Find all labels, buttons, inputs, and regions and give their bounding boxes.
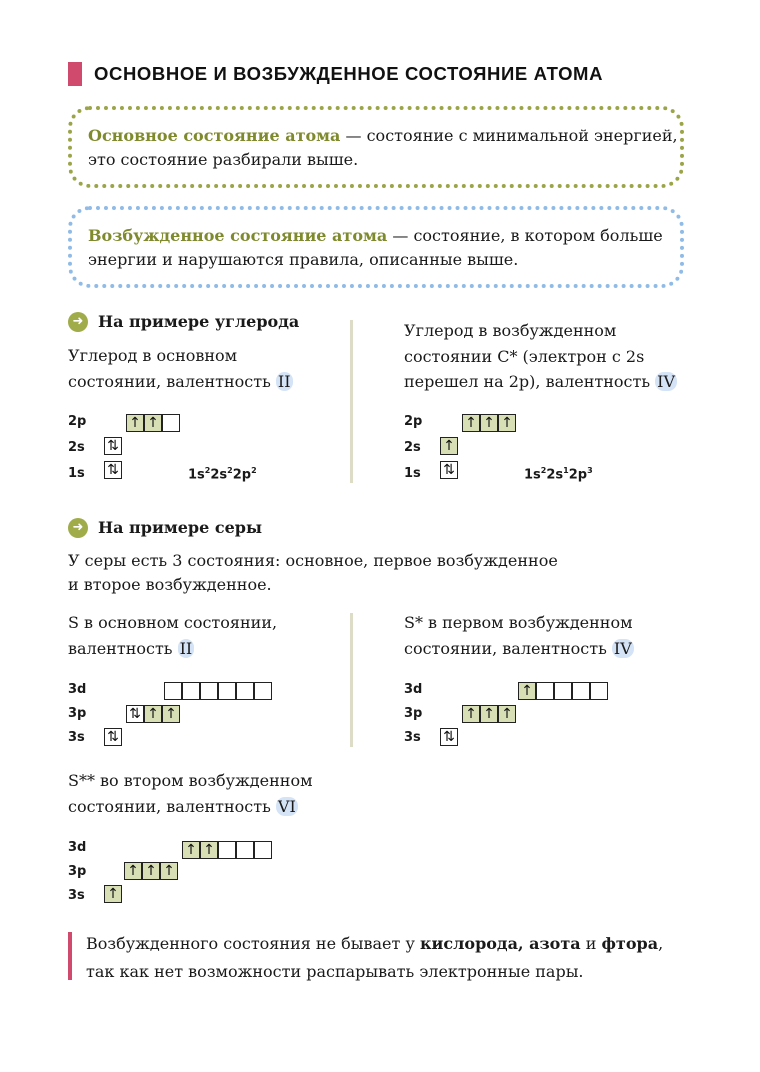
excited-state-term: Возбужденное состояние атома [88, 226, 388, 245]
title-accent-bar [68, 62, 82, 86]
sulfur-second-text-line1: S** во втором возбужденном [68, 771, 313, 790]
ground-state-definition [88, 124, 678, 172]
carbon-excited-text-line2: состоянии С* (электрон с 2s [404, 347, 645, 366]
orbital-cell-2p: ↑ [144, 414, 162, 432]
orbital-label: 3d [404, 682, 423, 697]
ground-state-definition-box [68, 106, 684, 188]
orbital-label: 3s [68, 888, 85, 903]
orbital-cell-3d [536, 682, 554, 700]
orbital-cell-3s: ↑ [104, 885, 122, 903]
orbital-label: 2s [68, 440, 85, 455]
orbital-cell-2p: ↑ [498, 414, 516, 432]
sulfur-ground-text-line2 [68, 636, 194, 662]
orbital-cell-3d [590, 682, 608, 700]
orbital-cell-1s: ⇅ [104, 461, 122, 479]
carbon-excited-valence-caption: перешел на 2p), валентность [404, 372, 656, 391]
sulfur-first-valence-caption: состоянии, валентность [404, 639, 612, 658]
arrow-right-circle-icon: ➜ [68, 518, 88, 538]
note-accent-bar [68, 932, 72, 980]
orbital-cell-2p: ↑ [462, 414, 480, 432]
orbital-cell-3d [236, 682, 254, 700]
sulfur-second-text-line2 [68, 794, 298, 820]
arrow-right-circle-icon: ➜ [68, 312, 88, 332]
carbon-heading: На примере углерода [98, 312, 300, 331]
orbital-label: 3d [68, 840, 87, 855]
carbon-ground-text-line2 [68, 369, 293, 395]
excited-state-definition [88, 224, 678, 272]
orbital-label: 2s [404, 440, 421, 455]
orbital-cell-3p: ↑ [160, 862, 178, 880]
orbital-cell-3d [236, 841, 254, 859]
carbon-excited-text-line3 [404, 369, 677, 395]
ground-state-text: — состояние с минимальной энергией, это состояние разбирали выше. [88, 126, 678, 169]
orbital-cell-3p: ↑ [142, 862, 160, 880]
sulfur-first-text-line2 [404, 636, 634, 662]
orbital-label: 2p [404, 414, 423, 429]
sulfur-heading: На примере серы [98, 518, 262, 537]
sulfur-second-valence-caption: состоянии, валентность [68, 797, 276, 816]
orbital-label: 1s [68, 466, 85, 481]
orbital-cell-2p: ↑ [126, 414, 144, 432]
orbital-cell-3d: ↑ [518, 682, 536, 700]
carbon-excited-formula: $1s^22s^12p^3$ [524, 466, 593, 483]
carbon-excited-valence: IV [657, 372, 676, 391]
excited-state-text: — состояние, в котором больше энергии и нарушаются правила, описанные выше. [88, 226, 663, 269]
orbital-cell-2p: ↑ [480, 414, 498, 432]
orbital-label: 1s [404, 466, 421, 481]
orbital-cell-3p: ↑ [162, 705, 180, 723]
orbital-cell-3d [572, 682, 590, 700]
orbital-cell-2p [162, 414, 180, 432]
orbital-cell-1s: ⇅ [440, 461, 458, 479]
sulfur-column-divider [350, 613, 353, 747]
orbital-cell-3p: ↑ [144, 705, 162, 723]
orbital-cell-3d [218, 841, 236, 859]
orbital-cell-3p: ↑ [462, 705, 480, 723]
orbital-cell-3d [254, 682, 272, 700]
orbital-cell-3d: ↑ [182, 841, 200, 859]
sulfur-first-text-line1: S* в первом возбужденном [404, 613, 633, 632]
sulfur-ground-valence-caption: валентность [68, 639, 178, 658]
sulfur-intro-line2: и второе возбужденное. [68, 575, 272, 594]
orbital-cell-3s: ⇅ [104, 728, 122, 746]
note-bold-fluorine: фтора [601, 934, 659, 953]
orbital-cell-3p: ⇅ [126, 705, 144, 723]
orbital-label: 3p [68, 706, 87, 721]
orbital-cell-3p: ↑ [480, 705, 498, 723]
orbital-cell-2s: ↑ [440, 437, 458, 455]
orbital-label: 3s [68, 730, 85, 745]
orbital-cell-3p: ↑ [498, 705, 516, 723]
orbital-cell-3d: ↑ [200, 841, 218, 859]
section-title: ОСНОВНОЕ И ВОЗБУЖДЕННОЕ СОСТОЯНИЕ АТОМА [94, 63, 604, 84]
ground-state-term: Основное состояние атома [88, 126, 341, 145]
orbital-label: 2p [68, 414, 87, 429]
orbital-cell-2s: ⇅ [104, 437, 122, 455]
sulfur-first-valence: IV [613, 639, 632, 658]
orbital-cell-3d [554, 682, 572, 700]
note-line2: так как нет возможности распарывать электронные пары. [86, 962, 584, 981]
orbital-cell-3s: ⇅ [440, 728, 458, 746]
carbon-ground-valence: II [277, 372, 291, 391]
carbon-ground-formula: $1s^22s^22p^2$ [188, 466, 257, 483]
orbital-cell-3d [218, 682, 236, 700]
note-bold-elements: кислорода, азота [419, 934, 581, 953]
orbital-cell-3d [200, 682, 218, 700]
carbon-column-divider [350, 320, 353, 483]
sulfur-ground-text-line1: S в основном состоянии, [68, 613, 278, 632]
orbital-cell-3d [254, 841, 272, 859]
orbital-cell-3d [164, 682, 182, 700]
orbital-cell-3p: ↑ [124, 862, 142, 880]
orbital-label: 3s [404, 730, 421, 745]
note-text: Возбужденного состояния не бывает у кислорода, азота и фтора, так как нет возможности распарывать электронные пары. [86, 934, 664, 981]
carbon-ground-valence-caption: состоянии, валентность [68, 372, 276, 391]
orbital-cell-3d [182, 682, 200, 700]
sulfur-second-valence: VI [277, 797, 296, 816]
sulfur-intro-line1: У серы есть 3 состояния: основное, первое возбужденное [68, 551, 558, 570]
orbital-label: 3d [68, 682, 87, 697]
sulfur-ground-valence: II [179, 639, 193, 658]
carbon-ground-text-line1: Углерод в основном [68, 346, 238, 365]
orbital-label: 3p [404, 706, 423, 721]
carbon-excited-text-line1: Углерод в возбужденном [404, 321, 617, 340]
orbital-label: 3p [68, 864, 87, 879]
excited-state-definition-box [68, 206, 684, 288]
